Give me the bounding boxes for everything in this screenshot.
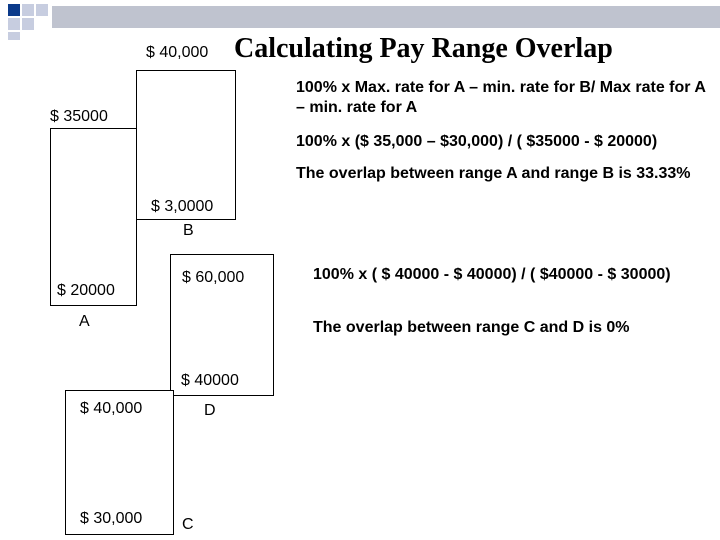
header-bar bbox=[52, 6, 720, 28]
range-c-name: C bbox=[182, 516, 194, 533]
range-b-name: B bbox=[183, 222, 194, 239]
range-d-max-label: $ 60,000 bbox=[182, 269, 245, 286]
cd-result: The overlap between range C and D is 0% bbox=[313, 319, 630, 336]
ab-formula: 100% x Max. rate for A – min. rate for B/ Max rate for A – min. rate for A bbox=[296, 79, 706, 116]
corner-square-light bbox=[8, 18, 20, 30]
range-c-max-label: $ 40,000 bbox=[80, 400, 143, 417]
ab-worked-calc: 100% x ($ 35,000 – $30,000) / ( $35000 - $ 20000) bbox=[296, 133, 658, 150]
corner-square-light bbox=[22, 4, 34, 16]
corner-square-light bbox=[36, 4, 48, 16]
range-d-min-label: $ 40000 bbox=[181, 372, 239, 389]
range-c-min-label: $ 30,000 bbox=[80, 510, 143, 527]
range-a-min-label: $ 20000 bbox=[57, 282, 115, 299]
range-d-name: D bbox=[204, 402, 216, 419]
range-a-max-label: $ 35000 bbox=[50, 108, 108, 125]
corner-square-dark bbox=[8, 4, 20, 16]
ab-result: The overlap between range A and range B is 33.33% bbox=[296, 165, 691, 182]
range-a-name: A bbox=[79, 313, 90, 330]
corner-square-light bbox=[22, 18, 34, 30]
range-box-a bbox=[50, 128, 137, 306]
cd-worked-calc: 100% x ( $ 40000 - $ 40000) / ( $40000 - $ 30000) bbox=[313, 266, 671, 283]
corner-decoration bbox=[0, 0, 52, 40]
range-b-min-label: $ 3,0000 bbox=[151, 198, 214, 215]
range-b-max-label: $ 40,000 bbox=[146, 44, 209, 61]
corner-square-light bbox=[8, 32, 20, 40]
page-title: Calculating Pay Range Overlap bbox=[234, 33, 613, 64]
